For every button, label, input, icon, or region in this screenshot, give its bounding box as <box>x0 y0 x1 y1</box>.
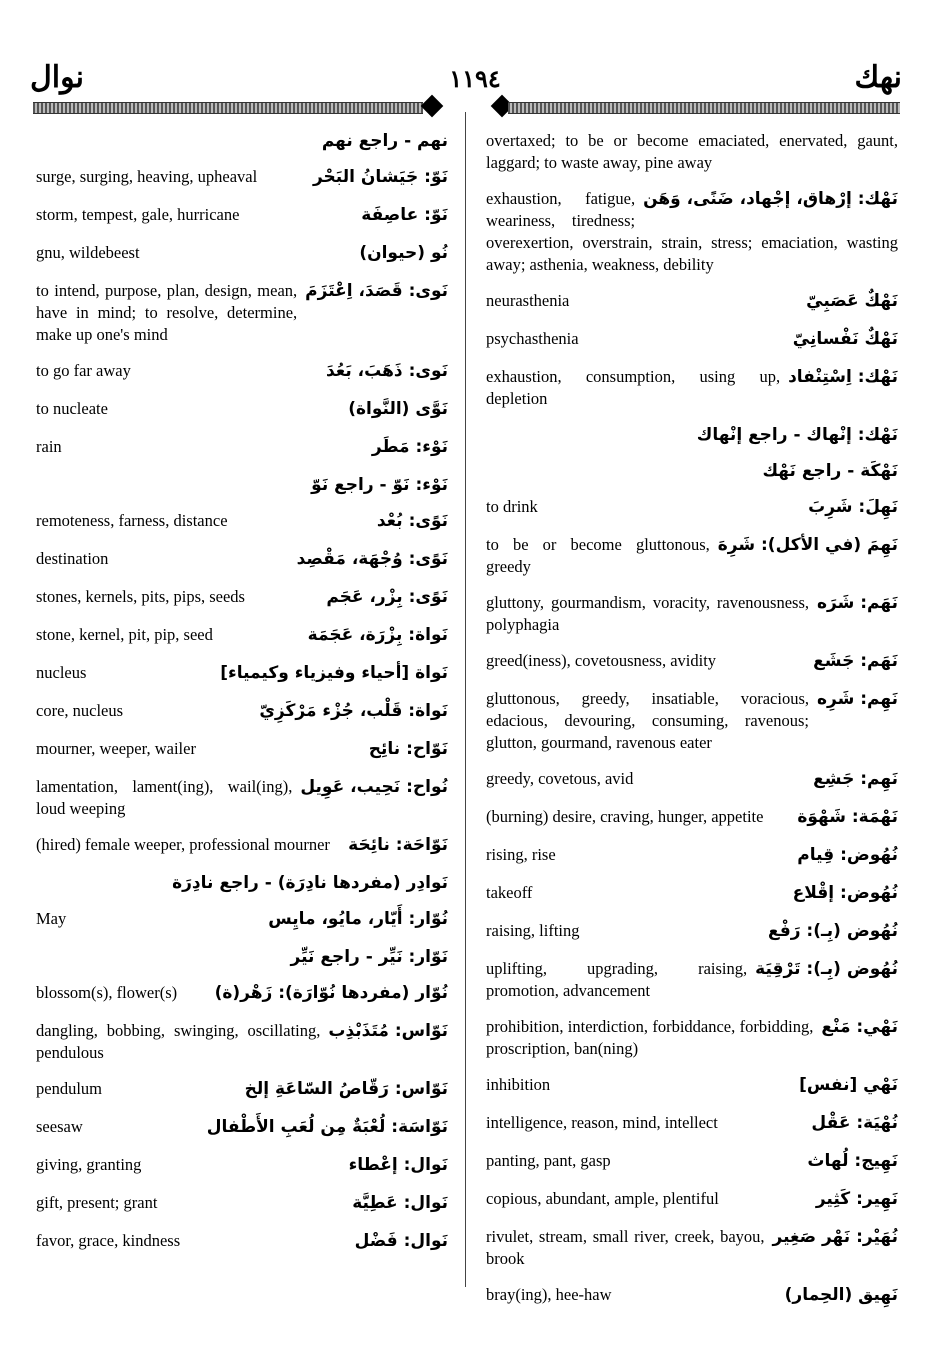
entry-english: takeoff <box>486 883 533 902</box>
entry-english: core, nucleus <box>36 701 124 720</box>
dictionary-entry <box>486 918 898 944</box>
entry-arabic: نَهْي [نفس] <box>799 1075 898 1095</box>
dictionary-entry <box>36 164 448 190</box>
entry-english: rising, rise <box>486 845 556 864</box>
entry-english: stones, kernels, pits, pips, seeds <box>36 587 245 606</box>
entry-arabic-ref: نَوادِر (مفردها نادِرَة) - راجع نادِرَة <box>172 873 448 893</box>
dictionary-entry <box>486 1110 898 1136</box>
dictionary-entry <box>486 880 898 906</box>
entry-arabic: نَهْك: إرْهاق، إجْهاد، ضَنًى، وَهَن <box>643 189 898 209</box>
dictionary-entry <box>36 774 448 820</box>
entry-arabic: نَوّ: عاصِفَة <box>361 205 448 225</box>
dictionary-entry <box>36 358 448 384</box>
entry-arabic: نَواة: بِزْرَة، عَجَمَة <box>307 625 448 645</box>
entry-arabic: نَواة [أحياء وفيزياء وكيمياء] <box>220 663 448 683</box>
entry-arabic: نَوْء: مَطَر <box>371 437 448 457</box>
entry-english: rain <box>36 437 62 456</box>
dictionary-entry <box>36 546 448 572</box>
entry-arabic: نُوّار: أَيّار، مايُو، مايِس <box>268 909 448 929</box>
entry-english: copious, abundant, ample, plentiful <box>486 1189 719 1208</box>
entry-arabic: نَوّاس: مُتَذَبْذِب <box>328 1021 448 1041</box>
entry-english: mourner, weeper, wailer <box>36 739 196 758</box>
entry-arabic: نَهَم: شَرَه <box>817 593 898 613</box>
entry-arabic: نَوّاس: رَقّاصُ السّاعَةِ إلخ <box>244 1079 448 1099</box>
entry-english: storm, tempest, gale, hurricane <box>36 205 240 224</box>
entry-arabic: نَوّاسَة: لُعْبَةٌ مِن لُعَبِ الأَطْفال <box>206 1117 448 1137</box>
entry-english: intelligence, reason, mind, intellect <box>486 1113 718 1132</box>
entry-english: (burning) desire, craving, hunger, appetite <box>486 807 764 826</box>
dictionary-entry <box>486 128 898 174</box>
entry-arabic: نُو (حيوان) <box>359 243 448 263</box>
entry-english: giving, granting <box>36 1155 142 1174</box>
entry-english: bray(ing), hee-haw <box>486 1285 612 1304</box>
entry-english: prohibition, interdiction, forbiddance, forbidding, proscription, ban(ning) <box>486 1017 814 1058</box>
header-right-word: نهك <box>854 60 902 95</box>
dictionary-entry <box>486 494 898 520</box>
dictionary-entry <box>486 956 898 1002</box>
entry-arabic-ref: نَهْكَة - راجع نَهْك <box>762 461 898 481</box>
entry-arabic: نُهُوض: إقْلاع <box>792 883 898 903</box>
entry-arabic: نَهِير: كَثِير <box>815 1189 898 1209</box>
entry-english: greedy, covetous, avid <box>486 769 634 788</box>
dictionary-entry <box>486 1148 898 1174</box>
dictionary-entry <box>36 906 448 932</box>
entry-english: panting, pant, gasp <box>486 1151 611 1170</box>
dictionary-entry <box>36 622 448 648</box>
entry-arabic: نَواة: قَلْب، جُزْء مَرْكَزِيّ <box>259 701 448 721</box>
entry-arabic: نَوًى: بُعْد <box>376 511 448 531</box>
entry-english: to drink <box>486 497 538 516</box>
entry-english: pendulum <box>36 1079 102 1098</box>
entry-english: raising, lifting <box>486 921 580 940</box>
dictionary-entry <box>486 804 898 830</box>
entry-arabic: نَهْك: اِسْتِنْفاد <box>788 367 898 387</box>
entry-english: exhaustion, fatigue, weariness, tiredness; overexertion, overstrain, strain, stress; emaciation, wasting away; asthenia, weakness, debility <box>486 189 898 274</box>
entry-arabic: نَوًى: وُجْهَة، مَقْصِد <box>296 549 448 569</box>
entry-english: gluttony, gourmandism, voracity, ravenousness, polyphagia <box>486 593 810 634</box>
page-number: ١١٩٤ <box>449 64 501 93</box>
dictionary-entry <box>36 698 448 724</box>
dictionary-entry <box>36 1114 448 1140</box>
entry-arabic: نَوى: قَصَدَ، اِعْتَزَمَ <box>305 281 448 301</box>
dictionary-entry <box>36 1190 448 1216</box>
dictionary-entry <box>36 1152 448 1178</box>
dictionary-entry <box>486 288 898 314</box>
entry-arabic: نُهُوض (بِـ): تَرْقِيَة <box>755 959 898 979</box>
dictionary-entry <box>36 1228 448 1254</box>
entry-arabic: نَوّاحَة: نائِحَة <box>348 835 448 855</box>
entry-english: psychasthenia <box>486 329 579 348</box>
entry-arabic: نَهِم: شَرِه <box>817 689 898 709</box>
entry-arabic: نُهُوض: قِيام <box>797 845 898 865</box>
dictionary-entry <box>486 766 898 792</box>
entry-english: overtaxed; to be or become emaciated, enervated, gaunt, laggard; to waste away, pine away <box>486 131 898 172</box>
dictionary-entry <box>36 584 448 610</box>
entry-english: uplifting, upgrading, raising, promotion, advancement <box>486 959 748 1000</box>
entry-english: exhaustion, consumption, using up, depletion <box>486 367 781 408</box>
dictionary-entry <box>486 1186 898 1212</box>
entry-arabic: نَوى: ذَهَبَ، بَعُدَ <box>325 361 448 381</box>
right-column <box>486 128 898 1320</box>
entry-arabic: نَهْي: مَنْع <box>821 1017 898 1037</box>
entry-arabic: نُهَيْر: نَهْر صَغِير <box>772 1227 898 1247</box>
dictionary-entry <box>36 240 448 266</box>
dictionary-entry <box>36 396 448 422</box>
entry-english: seesaw <box>36 1117 83 1136</box>
entry-english: to be or become gluttonous, greedy <box>486 535 710 576</box>
entry-english: dangling, bobbing, swinging, oscillating, pendulous <box>36 1021 321 1062</box>
entry-arabic: نَهِم: جَشِع <box>813 769 898 789</box>
dictionary-entry <box>36 278 448 346</box>
dictionary-entry <box>486 1224 898 1270</box>
left-column <box>36 128 448 1266</box>
entry-arabic: نَوَّى (النَّواة) <box>348 399 448 419</box>
dictionary-entry <box>486 1072 898 1098</box>
entry-arabic-ref: نَهْك: إنْهاك - راجع إنْهاك <box>696 425 898 445</box>
entry-arabic: نَهَم: جَشَع <box>813 651 898 671</box>
entry-english: lamentation, lament(ing), wail(ing), loud weeping <box>36 777 293 818</box>
entry-english: gnu, wildebeest <box>36 243 140 262</box>
header-rule-right <box>508 102 900 114</box>
entry-arabic: نَوال: إعْطاء <box>348 1155 448 1175</box>
dictionary-entry <box>486 1014 898 1060</box>
entry-arabic: نَوّ: جَيَشانُ البَحْر <box>312 167 448 187</box>
dictionary-entry <box>36 736 448 762</box>
entry-arabic: نَوًى: بِزْر، عَجَم <box>326 587 448 607</box>
entry-arabic: نَهْكٌ عَصَبِيّ <box>806 291 898 311</box>
entry-english: destination <box>36 549 109 568</box>
entry-english: nucleus <box>36 663 87 682</box>
dictionary-entry <box>36 832 448 858</box>
entry-english: rivulet, stream, small river, creek, bayou, brook <box>486 1227 765 1268</box>
entry-english: (hired) female weeper, professional mourner <box>36 835 330 854</box>
entry-english: to nucleate <box>36 399 108 418</box>
entry-english: gift, present; grant <box>36 1193 158 1212</box>
dictionary-entry <box>36 980 448 1006</box>
dictionary-entry <box>36 434 448 460</box>
header-diamond-left <box>421 95 444 118</box>
entry-arabic: نُهْيَة: عَقْل <box>811 1113 898 1133</box>
entry-english: inhibition <box>486 1075 551 1094</box>
entry-arabic: نَهِيج: لُهاث <box>807 1151 898 1171</box>
dictionary-entry <box>486 1282 898 1308</box>
dictionary-entry <box>36 202 448 228</box>
entry-arabic: نَوّاح: نائِح <box>368 739 448 759</box>
entry-arabic: نَهِلَ: شَرِبَ <box>808 497 898 517</box>
entry-english: surge, surging, heaving, upheaval <box>36 167 258 186</box>
entry-english: favor, grace, kindness <box>36 1231 181 1250</box>
entry-english: to intend, purpose, plan, design, mean, have in mind; to resolve, determine, make up one's mind <box>36 281 298 344</box>
dictionary-entry <box>486 648 898 674</box>
dictionary-entry <box>486 364 898 410</box>
dictionary-entry <box>486 686 898 754</box>
entry-arabic: نَوال: فَضْل <box>354 1231 448 1251</box>
column-divider <box>465 112 466 1287</box>
dictionary-entry <box>486 186 898 276</box>
dictionary-entry <box>486 842 898 868</box>
entry-english: neurasthenia <box>486 291 570 310</box>
dictionary-entry <box>36 660 448 686</box>
entry-arabic: نَهِمَ (في الأكل): شَرِهَ <box>717 535 898 555</box>
entry-arabic: نَهْمَة: شَهْوَة <box>797 807 898 827</box>
entry-arabic-ref: نَوّار: نَيِّر - راجع نَيِّر <box>290 947 448 967</box>
dictionary-entry <box>36 1018 448 1064</box>
entry-english: stone, kernel, pit, pip, seed <box>36 625 213 644</box>
entry-english: May <box>36 909 67 928</box>
dictionary-entry <box>486 590 898 636</box>
entry-arabic: نَوال: عَطِيَّة <box>352 1193 448 1213</box>
entry-arabic: نُواح: نَحِيب، عَوِيل <box>300 777 448 797</box>
dictionary-entry <box>486 532 898 578</box>
entry-arabic: نَهِيق (الحِمار) <box>784 1285 898 1305</box>
entry-english: gluttonous, greedy, insatiable, voracious, edacious, devouring, consuming, ravenous; glutton, gourmand, ravenous eater <box>486 689 810 752</box>
header-left-word: نوال <box>30 60 84 95</box>
entry-arabic: نَهْكٌ نَفْسانِيّ <box>792 329 898 349</box>
dictionary-entry <box>486 326 898 352</box>
entry-arabic: نُهُوض (بِـ): رَفْع <box>767 921 898 941</box>
entry-english: blossom(s), flower(s) <box>36 983 178 1002</box>
dictionary-entry <box>36 508 448 534</box>
entry-english: to go far away <box>36 361 131 380</box>
header-rule-left <box>33 102 423 114</box>
entry-english: greed(iness), covetousness, avidity <box>486 651 717 670</box>
entry-english: remoteness, farness, distance <box>36 511 228 530</box>
dictionary-entry <box>36 1076 448 1102</box>
entry-arabic-ref: نهم - راجع نهم <box>321 131 448 151</box>
entry-arabic: نُوّار (مفردها نُوّارَة): زَهْر(ة) <box>214 983 448 1003</box>
entry-arabic-ref: نَوْء: نَوّ - راجع نَوّ <box>311 475 448 495</box>
